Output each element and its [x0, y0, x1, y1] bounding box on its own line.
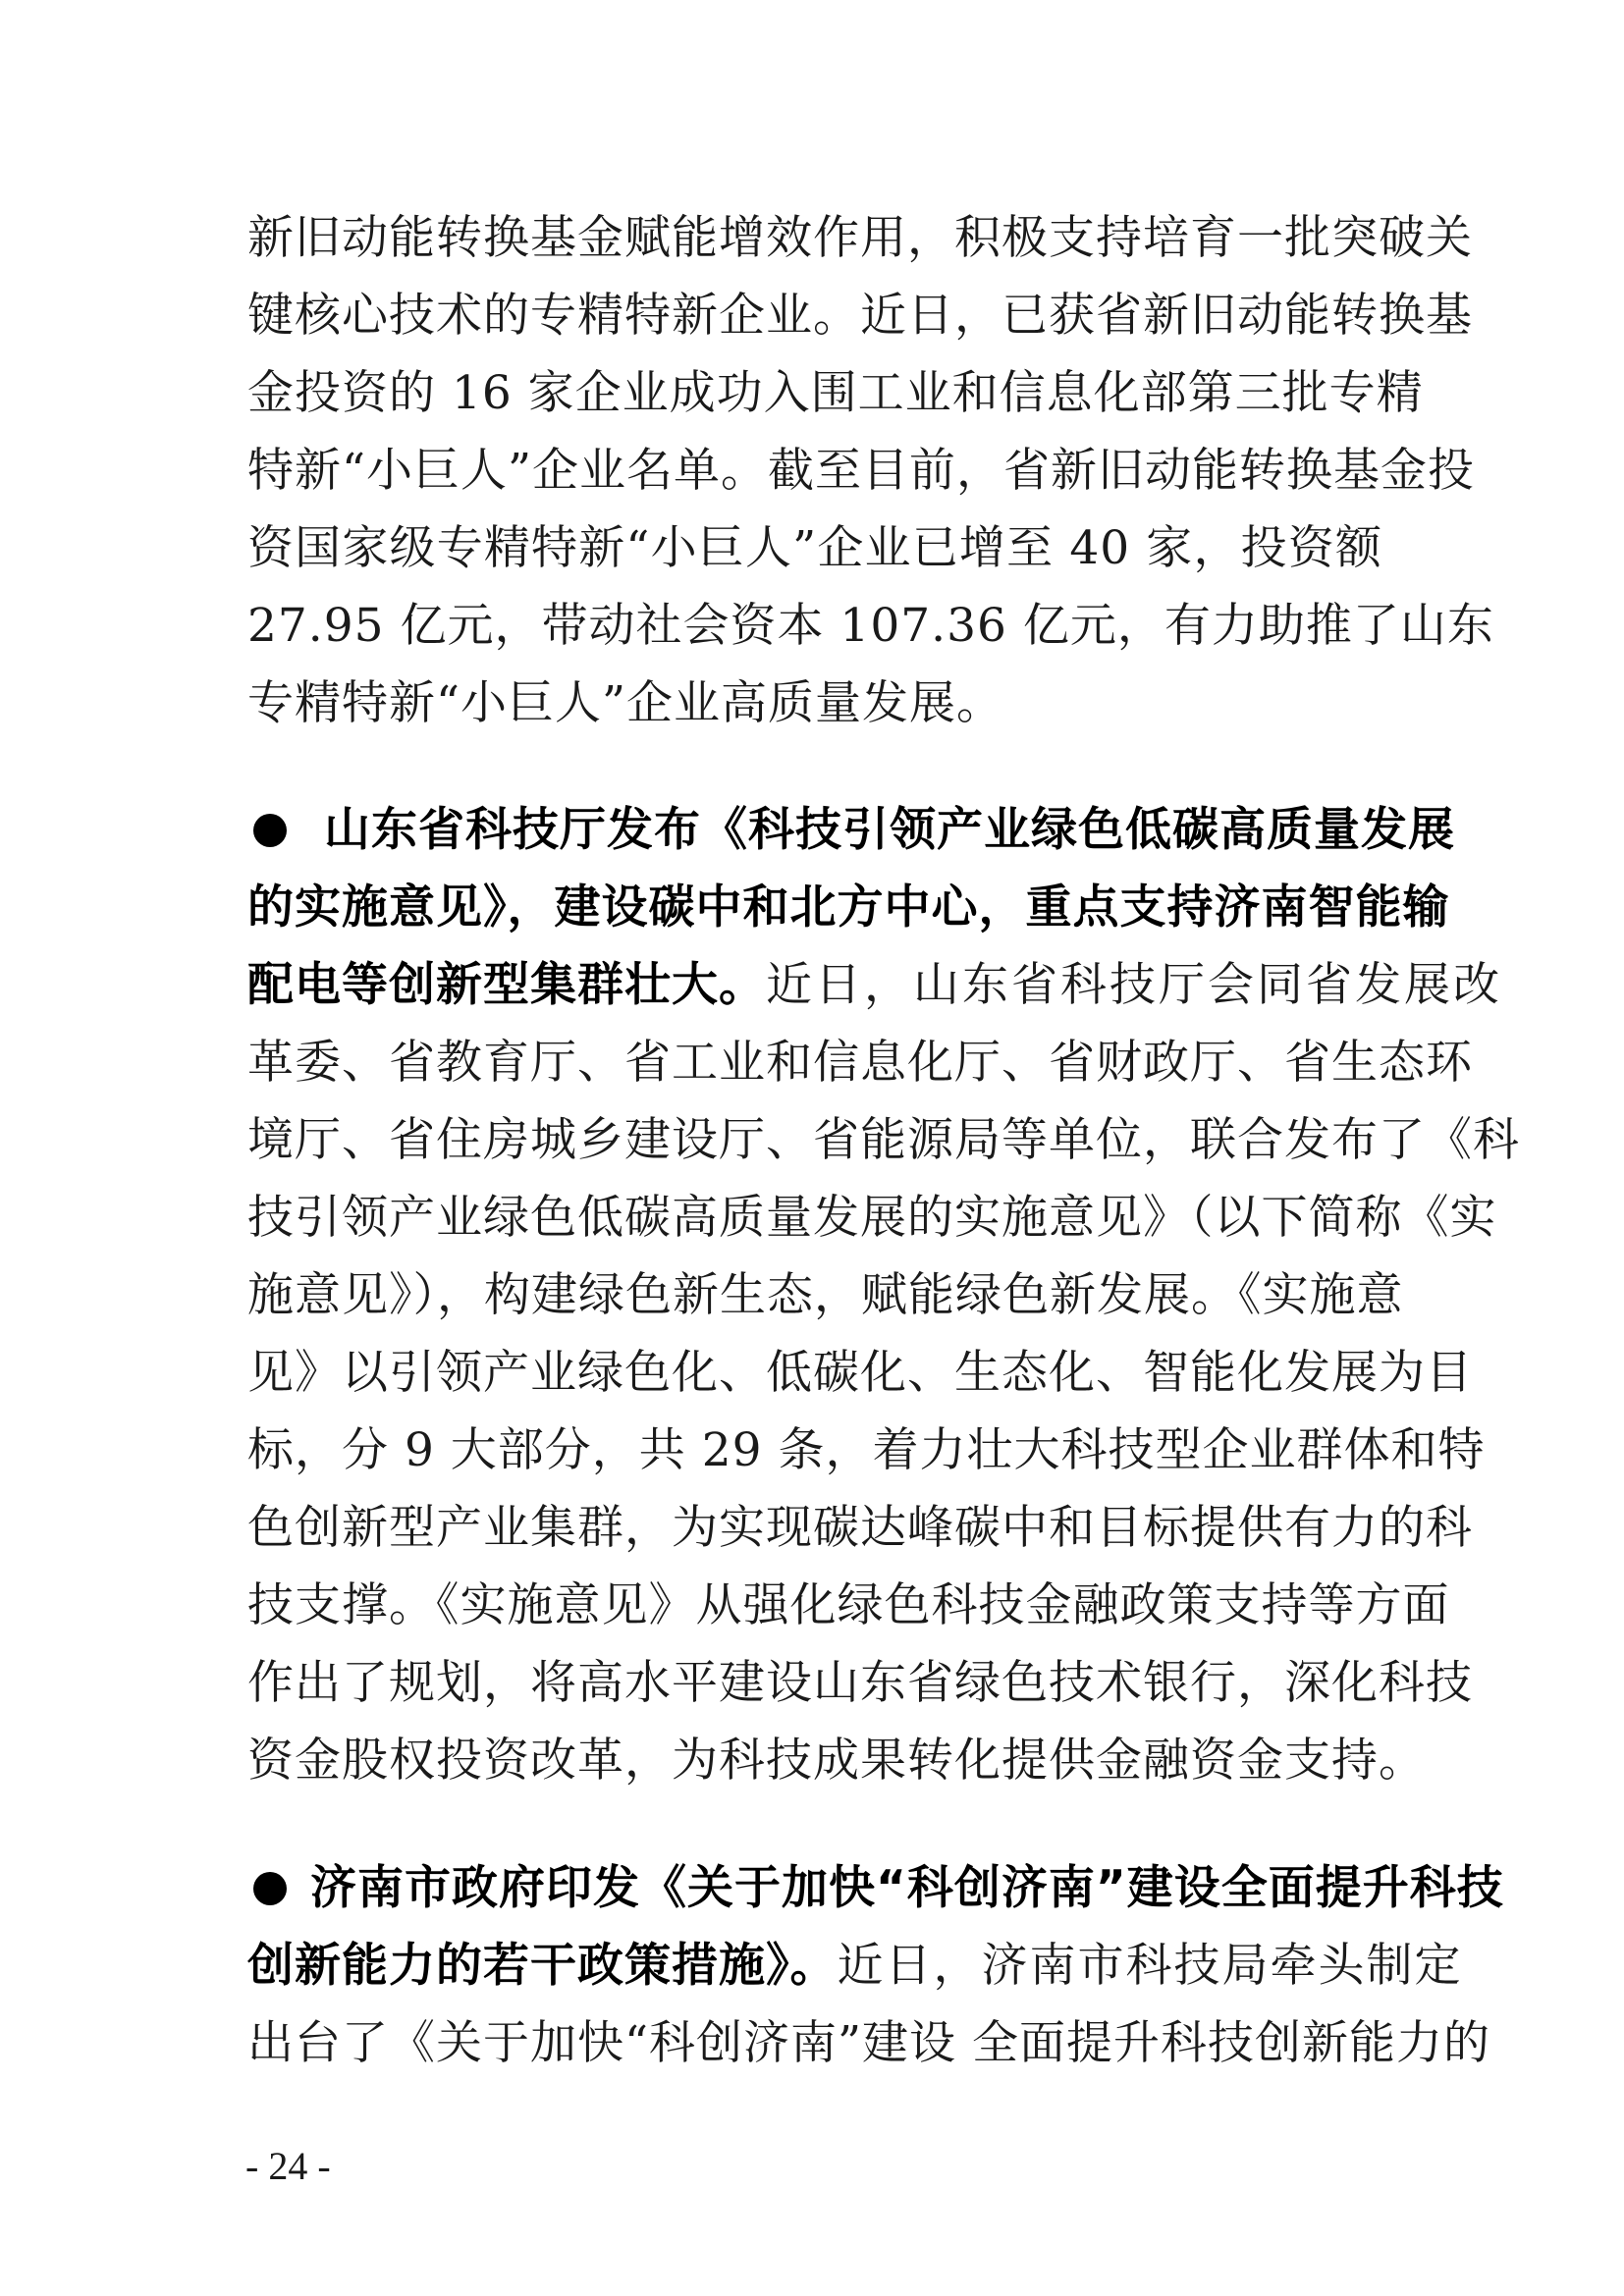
- bullet-icon: [253, 1872, 287, 1905]
- paragraph-1-line-1: 新旧动能转换基金赋能增效作用，积极支持培育一批突破关: [247, 211, 1473, 265]
- section-2-line-13: 资金股权投资改革，为科技成果转化提供金融资金支持。: [247, 1734, 1426, 1788]
- section-3-line-2: [247, 1928, 1463, 2004]
- section-2-line-8: 见》以引领产业绿色化、低碳化、生态化、智能化发展为目: [247, 1346, 1473, 1400]
- paragraph-1-line-7: 专精特新“小巨人”企业高质量发展。: [247, 676, 1004, 730]
- section-2-line-4: 革委、省教育厅、省工业和信息化厅、省财政厅、省生态环: [247, 1036, 1473, 1090]
- section-2-line-9: 标，分 9 大部分，共 29 条，着力壮大科技型企业群体和特: [247, 1423, 1486, 1477]
- page-number: - 24 -: [245, 2144, 331, 2188]
- section-3-line-3: 出台了《关于加快“科创济南”建设 全面提升科技创新能力的: [247, 2016, 1490, 2070]
- paragraph-1-line-3: 金投资的 16 家企业成功入围工业和信息化部第三批专精: [247, 366, 1424, 420]
- paragraph-1-line-4: 特新“小巨人”企业名单。截至目前，省新旧动能转换基金投: [247, 444, 1476, 498]
- paragraph-1-line-6: 27.95 亿元，带动社会资本 107.36 亿元，有力助推了山东: [247, 599, 1494, 653]
- section-2-line-3-text: 近日，山东省科技厅会同省发展改: [766, 958, 1502, 1012]
- section-2-heading-line-2: 的实施意见》，建设碳中和北方中心，重点支持济南智能输: [247, 881, 1450, 934]
- section-2-line-6: 技引领产业绿色低碳高质量发展的实施意见》（以下简称《实: [247, 1191, 1497, 1245]
- section-2-heading-line-1: 山东省科技厅发布《科技引领产业绿色低碳高质量发展: [324, 803, 1455, 857]
- section-3-line-2-text: 近日，济南市科技局牵头制定: [837, 1939, 1463, 1993]
- bullet-icon: [253, 814, 287, 847]
- paragraph-1-line-2: 键核心技术的专精特新企业。近日，已获省新旧动能转换基: [247, 289, 1473, 343]
- section-2-line-10: 色创新型产业集群，为实现碳达峰碳中和目标提供有力的科: [247, 1501, 1473, 1555]
- section-2-line-11: 技支撑。《实施意见》从强化绿色科技金融政策支持等方面: [247, 1578, 1450, 1632]
- section-2-heading-line-3: 配电等创新型集群壮大。: [247, 958, 766, 1012]
- section-3-heading-line-1: 济南市政府印发《关于加快“科创济南”建设全面提升科技: [310, 1861, 1504, 1915]
- section-2-line-12: 作出了规划，将高水平建设山东省绿色技术银行，深化科技: [247, 1656, 1473, 1710]
- section-3-heading-line-2: 创新能力的若干政策措施》。: [247, 1939, 838, 1993]
- section-2-line-5: 境厅、省住房城乡建设厅、省能源局等单位，联合发布了《科: [247, 1113, 1520, 1167]
- paragraph-1-line-5: 资国家级专精特新“小巨人”企业已增至 40 家，投资额: [247, 521, 1382, 575]
- section-2-line-7: 施意见》），构建绿色新生态，赋能绿色新发展。《实施意: [247, 1268, 1404, 1322]
- section-2-line-3: [247, 947, 1502, 1024]
